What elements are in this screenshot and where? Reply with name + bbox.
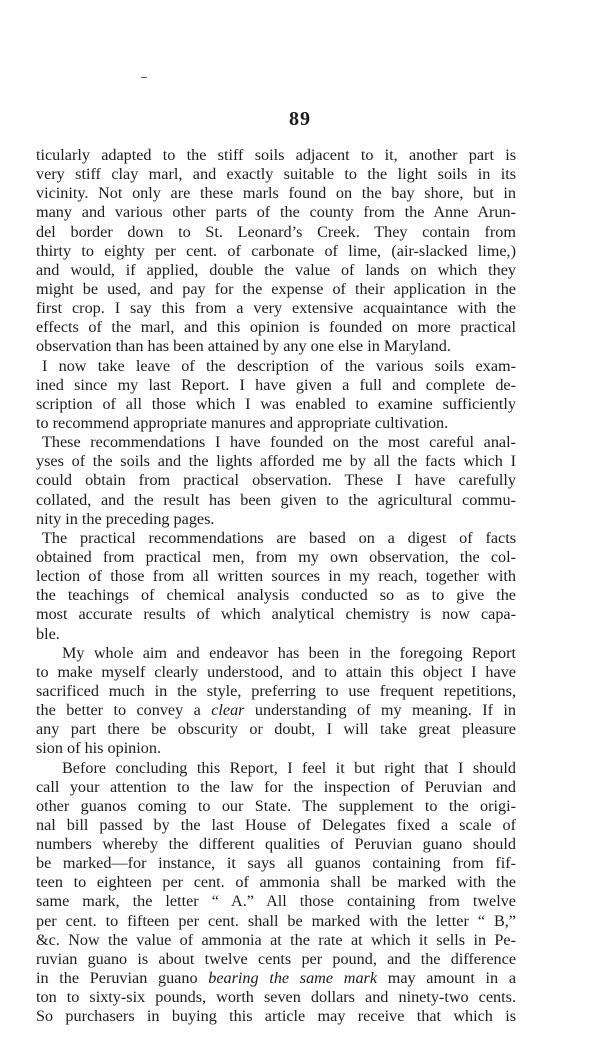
text-line: the teachings of chemical analysis conducted so as to give the [36,586,516,605]
text-line: first crop. I say this from a very extensive acquaintance with the [36,299,516,318]
page-number: 89 [289,108,311,130]
text-line: thirty to eighty per cent. of carbonate of lime, (air-slacked lime,) [36,241,516,260]
text-line: ble. [36,624,60,643]
text-line: observation than has been attained by any one else in Maryland. [36,337,451,356]
text-line: My whole aim and endeavor has been in the foregoing Report [62,643,516,662]
print-mark [141,77,147,78]
text-line: I now take leave of the description of the various soils exam- [42,356,516,375]
text-line: be marked—for instance, it says all guanos containing from fif- [36,854,516,873]
text-line: &c. Now the value of ammonia at the rate at which it sells in Pe- [36,930,516,949]
text-line: many and various other parts of the county from the Anne Arun- [36,203,516,222]
text-line: the better to convey a clear understanding of my meaning. If in [36,701,516,720]
text-line: nal bill passed by the last House of Delegates fixed a scale of [36,815,516,834]
text-line: any part there be obscurity or doubt, I will take great pleasure [36,720,516,739]
text-line: These recommendations I have founded on the most careful anal- [42,433,516,452]
text-line: might be used, and pay for the expense of their application in the [36,279,516,298]
text-line: most accurate results of which analytical chemistry is now capa- [36,605,516,624]
text-line: nity in the preceding pages. [36,509,215,528]
text-line: So purchasers in buying this article may receive that which is [36,1007,516,1026]
text-line: collated, and the result has been given to the agricultural commu- [36,490,516,509]
text-line: del border down to St. Leonard’s Creek. They contain from [36,222,516,241]
text-line: sion of his opinion. [36,739,162,758]
text-line: could obtain from practical observation. These I have carefully [36,471,516,490]
text-line: lection of those from all written sources in my reach, together with [36,567,516,586]
text-line: ton to sixty-six pounds, worth seven dollars and ninety-two cents. [36,988,516,1007]
text-line: same mark, the letter “ A.” All those containing from twelve [36,892,516,911]
text-line: ruvian guano is about twelve cents per pound, and the difference [36,949,516,968]
text-line: sacrificed much in the style, preferring to use frequent repetitions, [36,681,516,700]
text-line: call your attention to the law for the inspection of Peruvian and [36,777,516,796]
text-line: ined since my last Report. I have given a full and complete de- [36,375,516,394]
text-line: vicinity. Not only are these marls found on the bay shore, but in [36,184,516,203]
body-text [36,146,516,1026]
text-line: teen to eighteen per cent. of ammonia shall be marked with the [36,873,516,892]
text-line: other guanos coming to our State. The supplement to the origi- [36,796,516,815]
text-line: effects of the marl, and this opinion is founded on more practical [36,318,516,337]
text-line: very stiff clay marl, and exactly suitable to the light soils in its [36,165,516,184]
text-line: numbers whereby the different qualities of Peruvian guano should [36,835,516,854]
text-line: to recommend appropriate manures and appropriate cultivation. [36,413,449,432]
text-line: The practical recommendations are based on a digest of facts [42,528,516,547]
text-line: and would, if applied, double the value of lands on which they [36,260,516,279]
text-line: yses of the soils and the lights afforded me by all the facts which I [36,452,516,471]
text-line: per cent. to fifteen per cent. shall be marked with the letter “ B,” [36,911,516,930]
text-line: to make myself clearly understood, and to attain this object I have [36,662,516,681]
text-line: ticularly adapted to the stiff soils adjacent to it, another part is [36,146,516,164]
text-line: obtained from practical men, from my own observation, the col- [36,547,516,566]
text-line: scription of all those which I was enabled to examine sufficiently [36,394,516,413]
text-line: in the Peruvian guano bearing the same mark may amount in a [36,969,517,988]
text-line: Before concluding this Report, I feel it but right that I should [62,758,516,777]
